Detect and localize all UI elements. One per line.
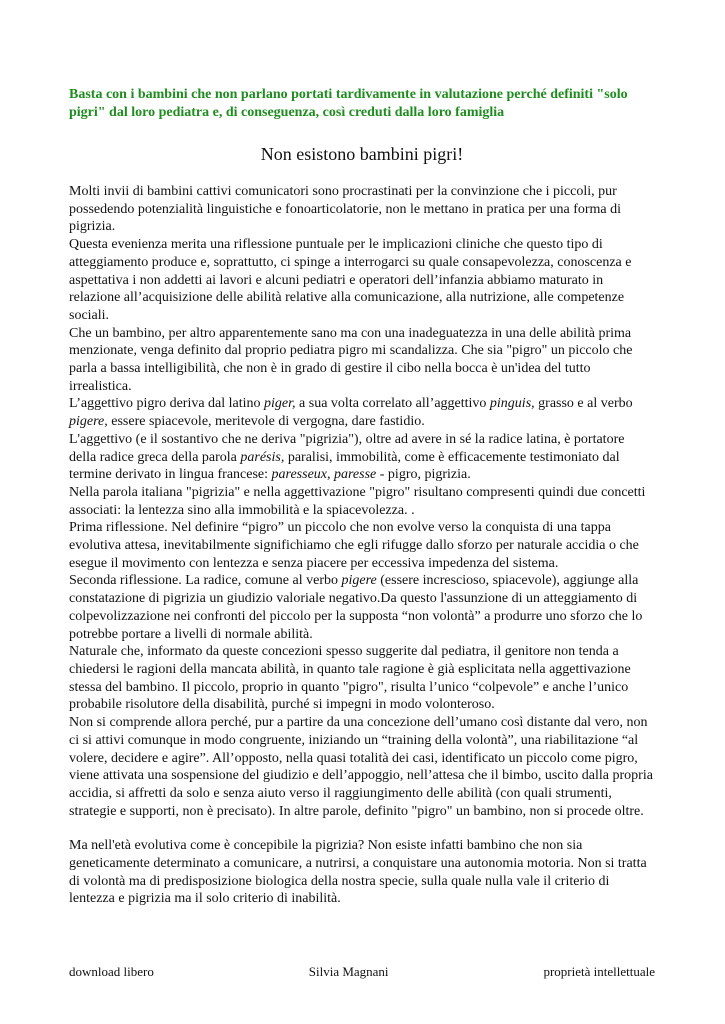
paragraph-8-text-c: (essere increscioso, spiacevole), aggiunge alla constatazione di pigrizia un giudizio valoriale negativo.Da questo l'assunzione di un atteggiamento di colpevolizzazione nei confronti del piccolo per la supposta “non volontà” a produrre uno sforzo che lo potrebbe portare a livelli di normale abilità. <box>69 573 643 642</box>
paragraph-5-text-c: , paralisi, immobilità, come è efficacemente testimoniato dal termine derivato in lingua francese: <box>69 449 620 483</box>
paragraph-3: Che un bambino, per altro apparentemente sano ma con una inadeguatezza in una delle abilità prima menzionate, venga definito dal proprio pediatra pigro mi scandalizza. Che sia "pigro" un piccolo che parla a bassa intelligibilità, che non è in grado di gestire il cibo nella bocca è un'idea del tutto irrealistica. <box>69 325 633 394</box>
paragraph-1: Molti invii di bambini cattivi comunicatori sono procrastinati per la convinzione che i piccoli, pur possedendo potenzialità linguistiche e fonoarticolatorie, non le mettano in pratica per una forma di pigrizia. <box>69 184 622 235</box>
final-paragraph: Ma nell'età evolutiva come è concepibile la pigrizia? Non esiste infatti bambino che non sia geneticamente determinato a comunicare, a nutrirsi, a conquistare una autonomia motoria. Non si tratta di volontà ma di predisposizione biologica della nostra specie, sulla quale nulla vale il criterio di lentezza e pigrizia ma il solo criterio di inabilità. <box>69 838 647 907</box>
paragraph-8-term-pigere: pigere <box>341 573 377 589</box>
paragraph-7: Prima riflessione. Nel definire “pigro” un piccolo che non evolve verso la conquista di una tappa evolutiva attesa, inevitabilmente significhiamo che egli rifugge dallo sforzo per naturale accidia o che esegue il movimento con lentezza e senza piacere per eccessiva impedenza del sistema. <box>69 520 639 571</box>
paragraph-4-term-piger: piger, <box>264 396 296 412</box>
paragraph-4-term-pinguis: pinguis <box>489 396 532 412</box>
paragraph-4-text-g: , essere spiacevole, meritevole di vergogna, dare fastidio. <box>104 414 425 430</box>
paragraph-10: Non si comprende allora perché, pur a partire da una concezione dell’umano così distante dal vero, non ci si attivi comunque in modo congruente, iniziando un “training della volontà”, una riabilitazione “al volere, decidere e agire”. All’opposto, nella quasi totalità dei casi, identificato un piccolo come pigro, viene attivata una sospensione del giudizio e dell’appoggio, nell’attesa che il bimbo, uscito dalla propria accidia, si affretti da solo e senza aiuto verso il raggiungimento delle abilità (con quali strumenti, strategie e supporti, non è precisato). In altre parole, definito "pigro" un bambino, non si procede oltre. <box>69 715 653 819</box>
paragraph-2: Questa evenienza merita una riflessione puntuale per le implicazioni cliniche che questo tipo di atteggiamento produce e, soprattutto, ci spinge a interrogarci su quale consapevolezza, conoscenza e aspettativa i non addetti ai lavori e alcuni pediatri e operatori dell’infanzia abbiamo maturato in relazione all’acquisizione delle abilità relative alla comunicazione, alla nutrizione, alle competenze sociali. <box>69 237 632 323</box>
paragraph-4-text-a: L’aggettivo pigro deriva dal latino <box>69 396 265 412</box>
paragraph-8 <box>69 572 655 643</box>
page-footer <box>69 964 655 980</box>
paragraph-5-term-paresseux: paresseux, paresse <box>271 467 377 483</box>
paragraph-4-text-c: a sua volta correlato all’aggettivo <box>295 396 490 412</box>
footer-author: Silvia Magnani <box>308 964 389 979</box>
paragraph-spacer <box>69 820 655 837</box>
paragraph-8-text-a: Seconda riflessione. La radice, comune al verbo <box>69 573 342 589</box>
document-body <box>69 86 655 908</box>
paragraph-4-text-e: , grasso e al verbo <box>531 396 633 412</box>
paragraph-5-text-a: L'aggettivo (e il sostantivo che ne deriva "pigrizia"), oltre ad avere in sé la radice latina, è portatore della radice greca della parola <box>69 431 625 465</box>
footer-right: proprietà intellettuale <box>543 964 655 979</box>
subtitle: Basta con i bambini che non parlano portati tardivamente in valutazione perché definiti "solo pigri" dal loro pediatra e, di conseguenza, così creduti dalla loro famiglia <box>69 87 628 120</box>
paragraph-5 <box>69 431 655 484</box>
paragraph-4-term-pigere: pigere <box>69 414 105 430</box>
paragraph-9: Naturale che, informato da queste concezioni spesso suggerite dal pediatra, il genitore non tenda a chiedersi le ragioni della mancata abilità, in quanto tale ragione è già esplicitata nella aggettivazione stessa del bambino. Il piccolo, proprio in quanto "pigro", risulta l’unico “colpevole” e anche l’unico probabile risolutore della disabilità, purché si impegni in modo volonteroso. <box>69 644 631 713</box>
paragraph-5-text-e: - pigro, pigrizia. <box>376 467 471 483</box>
paragraph-6: Nella parola italiana "pigrizia" e nella aggettivazione "pigro" risultano compresenti quindi due concetti associati: la lentezza sino alla immobilità e la spiacevolezza. . <box>69 484 646 518</box>
footer-left: download libero <box>69 964 154 979</box>
paragraph-4 <box>69 395 655 430</box>
paragraph-5-term-paresis: parésis <box>240 449 281 465</box>
page-title: Non esistono bambini pigri! <box>260 144 464 164</box>
